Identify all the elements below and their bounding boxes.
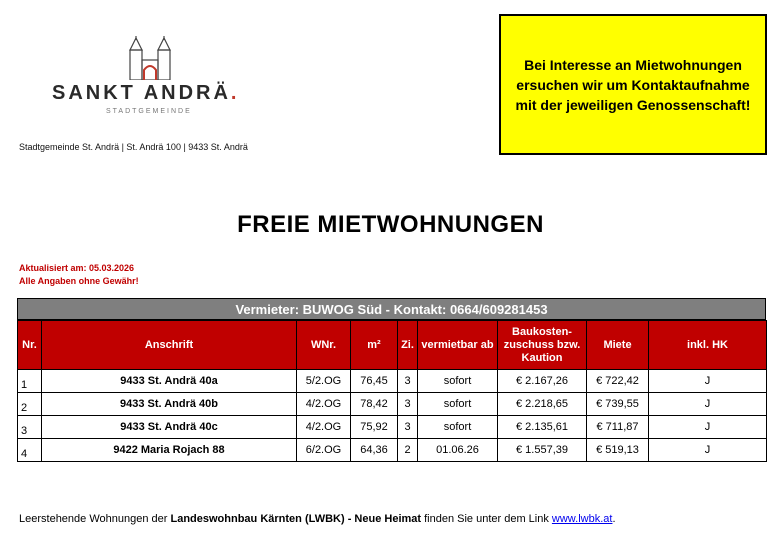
cell-nr: 1 bbox=[18, 370, 42, 393]
cell-area: 76,45 bbox=[351, 370, 398, 393]
cell-nr: 2 bbox=[18, 393, 42, 416]
cell-available: 01.06.26 bbox=[418, 439, 498, 462]
cell-unit: 4/2.OG bbox=[297, 416, 351, 439]
cell-area: 64,36 bbox=[351, 439, 398, 462]
col-header-address: Anschrift bbox=[42, 321, 297, 370]
cell-available: sofort bbox=[418, 393, 498, 416]
footer-middle: finden Sie unter dem Link bbox=[421, 513, 552, 525]
landlord-banner: Vermieter: BUWOG Süd - Kontakt: 0664/609281453 bbox=[17, 298, 766, 320]
col-header-area: m² bbox=[351, 321, 398, 370]
cell-deposit: € 2.167,26 bbox=[498, 370, 587, 393]
updated-date: Aktualisiert am: 05.03.2026 bbox=[19, 263, 135, 273]
cell-address: 9433 St. Andrä 40b bbox=[42, 393, 297, 416]
cell-address: 9433 St. Andrä 40a bbox=[42, 370, 297, 393]
table-row bbox=[18, 370, 767, 393]
col-header-heating: inkl. HK bbox=[649, 321, 767, 370]
church-icon bbox=[122, 36, 182, 80]
cell-available: sofort bbox=[418, 370, 498, 393]
col-header-available: vermietbar ab bbox=[418, 321, 498, 370]
table-row bbox=[18, 393, 767, 416]
contact-notice: Bei Interesse an Mietwohnungen ersuchen wir um Kontaktaufnahme mit der jeweiligen Genossenschaft! bbox=[499, 14, 767, 155]
cell-heating: J bbox=[649, 439, 767, 462]
cell-heating: J bbox=[649, 370, 767, 393]
apartments-table bbox=[17, 320, 767, 462]
cell-address: 9433 St. Andrä 40c bbox=[42, 416, 297, 439]
disclaimer: Alle Angaben ohne Gewähr! bbox=[19, 276, 139, 286]
cell-deposit: € 1.557,39 bbox=[498, 439, 587, 462]
table-row bbox=[18, 439, 767, 462]
cell-rooms: 3 bbox=[398, 416, 418, 439]
col-header-rent: Miete bbox=[587, 321, 649, 370]
municipality-address: Stadtgemeinde St. Andrä | St. Andrä 100 | 9433 St. Andrä bbox=[19, 142, 248, 152]
footer-lwbk: Landeswohnbau Kärnten (LWBK) - Neue Heimat bbox=[170, 513, 422, 525]
cell-nr: 3 bbox=[18, 416, 42, 439]
cell-unit: 6/2.OG bbox=[297, 439, 351, 462]
cell-nr: 4 bbox=[18, 439, 42, 462]
cell-unit: 5/2.OG bbox=[297, 370, 351, 393]
cell-rent: € 711,87 bbox=[587, 416, 649, 439]
col-header-deposit: Baukosten-zuschuss bzw. Kaution bbox=[498, 321, 587, 370]
cell-unit: 4/2.OG bbox=[297, 393, 351, 416]
page-title: FREIE MIETWOHNUNGEN bbox=[237, 211, 544, 238]
col-header-unit: WNr. bbox=[297, 321, 351, 370]
logo-subtitle: STADTGEMEINDE bbox=[106, 108, 192, 115]
stadtgemeinde-logo bbox=[52, 36, 252, 126]
cell-deposit: € 2.218,65 bbox=[498, 393, 587, 416]
cell-area: 75,92 bbox=[351, 416, 398, 439]
footer-suffix: . bbox=[612, 513, 616, 525]
cell-rent: € 519,13 bbox=[587, 439, 649, 462]
col-header-nr: Nr. bbox=[18, 321, 42, 370]
update-info bbox=[19, 262, 139, 288]
cell-heating: J bbox=[649, 393, 767, 416]
lwbk-link[interactable]: www.lwbk.at bbox=[551, 513, 613, 525]
cell-rooms: 3 bbox=[398, 393, 418, 416]
cell-address: 9422 Maria Rojach 88 bbox=[42, 439, 297, 462]
cell-rent: € 739,55 bbox=[587, 393, 649, 416]
logo-wordmark: SANKT ANDRÄ. bbox=[52, 82, 240, 104]
cell-area: 78,42 bbox=[351, 393, 398, 416]
cell-heating: J bbox=[649, 416, 767, 439]
table-header-row bbox=[18, 321, 767, 370]
footer-prefix: Leerstehende Wohnungen der bbox=[19, 513, 171, 525]
cell-rooms: 2 bbox=[398, 439, 418, 462]
cell-deposit: € 2.135,61 bbox=[498, 416, 587, 439]
cell-rooms: 3 bbox=[398, 370, 418, 393]
col-header-rooms: Zi. bbox=[398, 321, 418, 370]
cell-rent: € 722,42 bbox=[587, 370, 649, 393]
table-row bbox=[18, 416, 767, 439]
cell-available: sofort bbox=[418, 416, 498, 439]
footer-note bbox=[19, 513, 616, 525]
